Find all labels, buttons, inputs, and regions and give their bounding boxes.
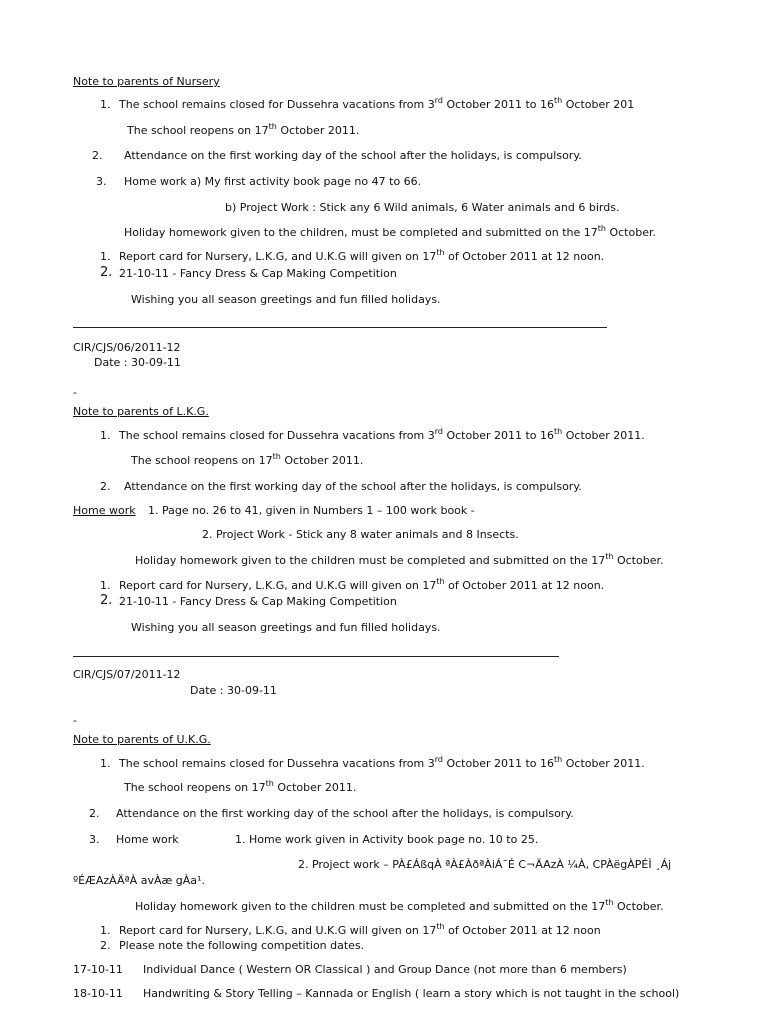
lkg-homework-2: 2. Project Work - Stick any 8 water animals and 8 Insects. [202,528,519,541]
nursery-item-1: The school remains closed for Dussehra vacations from 3rd October 2011 to 16th October 201 [119,96,635,111]
lkg-item-2-number: 2. [100,480,111,493]
ukg-project-work-continued: ºÉÆAzÀÄªÀ avÀæ gÀa¹. [73,874,205,887]
lkg-wishes: Wishing you all season greetings and fun filled holidays. [131,621,441,634]
nursery-wishes: Wishing you all season greetings and fun filled holidays. [131,293,441,306]
competition-event: Individual Dance ( Western OR Classical ) and Group Dance (not more than 6 members) [143,963,627,976]
lkg-competition-number: 2. [100,593,113,608]
nursery-holiday-homework: Holiday homework given to the children, must be completed and submitted on the 17th October. [124,224,656,239]
ukg-reopen: The school reopens on 17th October 2011. [124,779,357,794]
nursery-homework: Home work a) My first activity book page no 47 to 66. [124,175,422,188]
ukg-homework-label: Home work [116,833,179,846]
ukg-item-2-number: 2. [89,807,100,820]
nursery-item-2: Attendance on the first working day of the school after the holidays, is compulsory. [124,149,582,162]
ukg-circular-ref: CIR/CJS/07/2011-12 [73,668,181,681]
lkg-item-1: The school remains closed for Dussehra vacations from 3rd October 2011 to 16th October 2011. [119,427,645,442]
nursery-report-number: 1. [100,250,111,263]
ukg-holiday-homework: Holiday homework given to the children must be completed and submitted on the 17th October. [135,898,664,913]
lkg-report-number: 1. [100,579,111,592]
section-divider [73,656,559,657]
ukg-date: Date : 30-09-11 [190,684,277,697]
ukg-report-card: Report card for Nursery, L.K.G, and U.K.G will given on 17th of October 2011 at 12 noon [119,922,601,937]
ukg-project-work: 2. Project work – PÀ£ÁßqÀ ªÀ£ÀðªÀiÁ¯É C¬ÄAzÀ ¼À, CPÀëgÀPÉÌ ¸Áj [298,858,672,871]
section-divider [73,327,607,328]
competition-date: 18-10-11 [73,987,123,1000]
nursery-project-work: b) Project Work : Stick any 6 Wild animals, 6 Water animals and 6 birds. [225,201,620,214]
nursery-competition-number: 2. [100,265,113,280]
ukg-heading: Note to parents of U.K.G. [73,733,211,746]
lkg-homework-label: Home work [73,504,136,517]
lkg-item-2: Attendance on the first working day of the school after the holidays, is compulsory. [124,480,582,493]
lkg-circular-ref: CIR/CJS/06/2011-12 [73,341,181,354]
lkg-competition: 21-10-11 - Fancy Dress & Cap Making Competition [119,595,397,608]
nursery-item-1-number: 1. [100,98,111,111]
ukg-item-1-number: 1. [100,757,111,770]
lkg-heading: Note to parents of L.K.G. [73,405,209,418]
nursery-reopen: The school reopens on 17th October 2011. [127,122,360,137]
lkg-item-1-number: 1. [100,429,111,442]
ukg-item-1: The school remains closed for Dussehra vacations from 3rd October 2011 to 16th October 2011. [119,755,645,770]
lkg-homework-1: 1. Page no. 26 to 41, given in Numbers 1 – 100 work book - [148,504,475,517]
lkg-holiday-homework: Holiday homework given to the children must be completed and submitted on the 17th October. [135,552,664,567]
ukg-item-3-number: 3. [89,833,100,846]
ukg-homework: 1. Home work given in Activity book page no. 10 to 25. [235,833,539,846]
ukg-competition-number: 2. [100,939,111,952]
lkg-date: Date : 30-09-11 [94,356,181,369]
ukg-report-number: 1. [100,924,111,937]
nursery-item-2-number: 2. [92,149,103,162]
nursery-competition: 21-10-11 - Fancy Dress & Cap Making Competition [119,267,397,280]
competition-event: Handwriting & Story Telling – Kannada or English ( learn a story which is not taught in the school) [143,987,680,1000]
ukg-dash: - [73,714,77,727]
nursery-heading: Note to parents of Nursery [73,75,220,88]
lkg-dash: - [73,386,77,399]
lkg-report-card: Report card for Nursery, L.K.G, and U.K.G will given on 17th of October 2011 at 12 noon. [119,577,605,592]
ukg-competition-note: Please note the following competition dates. [119,939,365,952]
nursery-item-3-number: 3. [96,175,107,188]
ukg-item-2: Attendance on the first working day of the school after the holidays, is compulsory. [116,807,574,820]
competition-date: 17-10-11 [73,963,123,976]
lkg-reopen: The school reopens on 17th October 2011. [131,452,364,467]
nursery-report-card: Report card for Nursery, L.K.G, and U.K.G will given on 17th of October 2011 at 12 noon. [119,248,605,263]
